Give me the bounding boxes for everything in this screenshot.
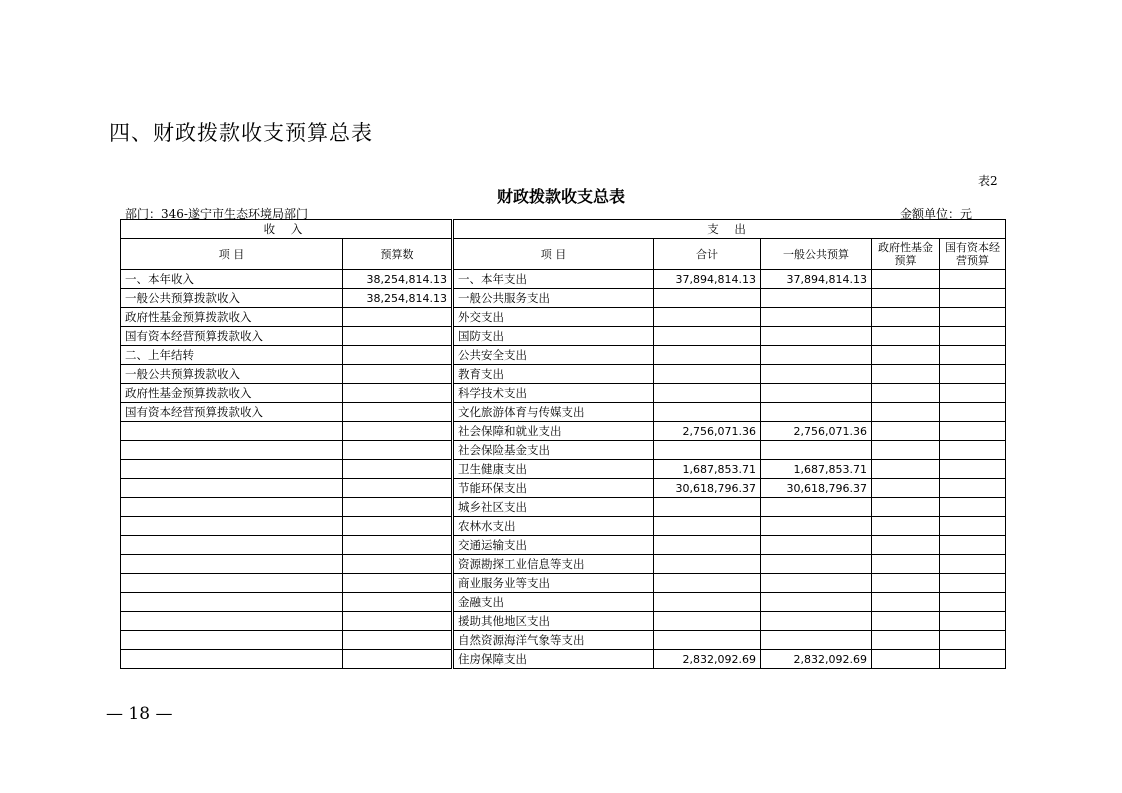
gov-fund-header: 政府性基金预算 (872, 239, 940, 270)
state-capital-cell (940, 460, 1006, 479)
gov-fund-cell (872, 593, 940, 612)
state-capital-cell (940, 536, 1006, 555)
total-cell (654, 384, 761, 403)
table-row (121, 650, 1006, 669)
gov-fund-cell (872, 555, 940, 574)
total-cell (654, 346, 761, 365)
general-budget-cell (761, 327, 872, 346)
gov-fund-cell (872, 536, 940, 555)
state-capital-cell (940, 517, 1006, 536)
table-number: 表2 (978, 174, 998, 188)
income-item-cell: 政府性基金预算拨款收入 (121, 384, 343, 403)
income-item-cell: 政府性基金预算拨款收入 (121, 308, 343, 327)
income-budget-cell (343, 308, 453, 327)
state-capital-cell (940, 308, 1006, 327)
gov-fund-cell (872, 498, 940, 517)
general-budget-cell (761, 403, 872, 422)
table-row (121, 555, 1006, 574)
table-row (121, 536, 1006, 555)
state-capital-cell (940, 384, 1006, 403)
state-capital-cell (940, 270, 1006, 289)
income-item-cell (121, 574, 343, 593)
income-item-cell (121, 536, 343, 555)
expense-item-cell: 资源勘探工业信息等支出 (453, 555, 654, 574)
gov-fund-cell (872, 479, 940, 498)
gov-fund-cell (872, 631, 940, 650)
income-budget-cell: 38,254,814.13 (343, 289, 453, 308)
income-budget-cell (343, 441, 453, 460)
state-capital-cell (940, 555, 1006, 574)
state-capital-cell (940, 403, 1006, 422)
expense-item-cell: 社会保险基金支出 (453, 441, 654, 460)
state-capital-header: 国有资本经营预算 (940, 239, 1006, 270)
general-budget-cell (761, 289, 872, 308)
state-capital-cell (940, 327, 1006, 346)
gov-fund-cell (872, 650, 940, 669)
general-budget-cell: 2,756,071.36 (761, 422, 872, 441)
table-row (121, 441, 1006, 460)
amount-unit-label: 金额单位：元 (900, 207, 973, 221)
gov-fund-cell (872, 441, 940, 460)
income-budget-cell (343, 346, 453, 365)
income-item-cell (121, 631, 343, 650)
department-label: 部门：346-遂宁市生态环境局部门 (125, 207, 308, 221)
income-item-cell: 二、上年结转 (121, 346, 343, 365)
expense-item-header: 项 目 (453, 239, 654, 270)
table-row (121, 289, 1006, 308)
expense-item-cell: 卫生健康支出 (453, 460, 654, 479)
general-budget-cell (761, 498, 872, 517)
expense-item-cell: 一、本年支出 (453, 270, 654, 289)
total-cell: 2,756,071.36 (654, 422, 761, 441)
expense-item-cell: 金融支出 (453, 593, 654, 612)
income-budget-cell (343, 460, 453, 479)
expense-group-header: 支 出 (453, 220, 1006, 239)
table-row (121, 479, 1006, 498)
expense-item-cell: 节能环保支出 (453, 479, 654, 498)
table-row (121, 403, 1006, 422)
table-row (121, 308, 1006, 327)
state-capital-cell (940, 346, 1006, 365)
gov-fund-cell (872, 270, 940, 289)
total-cell (654, 308, 761, 327)
table-row (121, 270, 1006, 289)
gov-fund-cell (872, 612, 940, 631)
income-group-header: 收 入 (121, 220, 453, 239)
income-budget-cell (343, 422, 453, 441)
general-budget-cell: 1,687,853.71 (761, 460, 872, 479)
gov-fund-cell (872, 517, 940, 536)
gov-fund-cell (872, 574, 940, 593)
expense-item-cell: 公共安全支出 (453, 346, 654, 365)
expense-item-cell: 外交支出 (453, 308, 654, 327)
table-row (121, 384, 1006, 403)
total-cell (654, 593, 761, 612)
income-budget-cell (343, 479, 453, 498)
income-budget-cell (343, 384, 453, 403)
income-budget-cell (343, 365, 453, 384)
table-row (121, 517, 1006, 536)
total-cell (654, 365, 761, 384)
income-item-cell (121, 517, 343, 536)
general-budget-cell (761, 441, 872, 460)
income-item-cell: 国有资本经营预算拨款收入 (121, 327, 343, 346)
income-item-cell (121, 460, 343, 479)
expense-item-cell: 国防支出 (453, 327, 654, 346)
gov-fund-cell (872, 289, 940, 308)
total-cell (654, 403, 761, 422)
state-capital-cell (940, 441, 1006, 460)
total-cell: 1,687,853.71 (654, 460, 761, 479)
state-capital-cell (940, 479, 1006, 498)
table-row (121, 498, 1006, 517)
gov-fund-cell (872, 460, 940, 479)
income-item-cell (121, 593, 343, 612)
income-item-cell (121, 612, 343, 631)
income-item-cell: 一、本年收入 (121, 270, 343, 289)
state-capital-cell (940, 574, 1006, 593)
expense-item-cell: 教育支出 (453, 365, 654, 384)
table-row (121, 574, 1006, 593)
gov-fund-cell (872, 422, 940, 441)
expense-item-cell: 交通运输支出 (453, 536, 654, 555)
table-row (121, 365, 1006, 384)
total-cell (654, 631, 761, 650)
total-cell (654, 498, 761, 517)
total-cell (654, 555, 761, 574)
income-budget-cell (343, 498, 453, 517)
total-cell (654, 327, 761, 346)
state-capital-cell (940, 289, 1006, 308)
general-budget-cell (761, 574, 872, 593)
expense-item-cell: 一般公共服务支出 (453, 289, 654, 308)
expense-item-cell: 援助其他地区支出 (453, 612, 654, 631)
income-budget-cell (343, 517, 453, 536)
expense-item-cell: 科学技术支出 (453, 384, 654, 403)
state-capital-cell (940, 593, 1006, 612)
income-item-cell: 国有资本经营预算拨款收入 (121, 403, 343, 422)
state-capital-cell (940, 365, 1006, 384)
page-number: — 18 — (106, 704, 173, 724)
state-capital-cell (940, 498, 1006, 517)
income-budget-cell (343, 536, 453, 555)
expense-item-cell: 城乡社区支出 (453, 498, 654, 517)
budget-table (120, 219, 1006, 669)
expense-item-cell: 住房保障支出 (453, 650, 654, 669)
general-budget-cell (761, 631, 872, 650)
income-budget-cell (343, 403, 453, 422)
gov-fund-cell (872, 346, 940, 365)
income-item-cell (121, 555, 343, 574)
general-budget-cell: 30,618,796.37 (761, 479, 872, 498)
total-header: 合计 (654, 239, 761, 270)
general-budget-cell (761, 536, 872, 555)
gov-fund-cell (872, 403, 940, 422)
table-row (121, 422, 1006, 441)
general-budget-cell (761, 593, 872, 612)
table-row (121, 327, 1006, 346)
section-title: 四、财政拨款收支预算总表 (109, 121, 373, 145)
general-budget-cell (761, 308, 872, 327)
table-row (121, 612, 1006, 631)
table-row (121, 631, 1006, 650)
state-capital-cell (940, 422, 1006, 441)
total-cell: 30,618,796.37 (654, 479, 761, 498)
total-cell (654, 574, 761, 593)
general-budget-cell (761, 612, 872, 631)
table-body (121, 270, 1006, 669)
general-budget-cell (761, 365, 872, 384)
expense-item-cell: 社会保障和就业支出 (453, 422, 654, 441)
income-budget-cell (343, 612, 453, 631)
total-cell (654, 517, 761, 536)
income-budget-cell (343, 555, 453, 574)
general-budget-cell (761, 384, 872, 403)
gov-fund-cell (872, 384, 940, 403)
expense-item-cell: 文化旅游体育与传媒支出 (453, 403, 654, 422)
income-item-cell (121, 479, 343, 498)
income-item-cell (121, 650, 343, 669)
total-cell (654, 441, 761, 460)
total-cell (654, 536, 761, 555)
expense-item-cell: 自然资源海洋气象等支出 (453, 631, 654, 650)
income-budget-cell (343, 631, 453, 650)
income-budget-header: 预算数 (343, 239, 453, 270)
income-item-cell (121, 498, 343, 517)
income-budget-cell (343, 327, 453, 346)
general-budget-cell (761, 555, 872, 574)
income-budget-cell: 38,254,814.13 (343, 270, 453, 289)
table-row (121, 460, 1006, 479)
income-budget-cell (343, 574, 453, 593)
income-item-cell: 一般公共预算拨款收入 (121, 289, 343, 308)
state-capital-cell (940, 650, 1006, 669)
gov-fund-cell (872, 308, 940, 327)
general-budget-cell (761, 346, 872, 365)
general-budget-header: 一般公共预算 (761, 239, 872, 270)
expense-item-cell: 农林水支出 (453, 517, 654, 536)
expense-item-cell: 商业服务业等支出 (453, 574, 654, 593)
income-budget-cell (343, 650, 453, 669)
income-item-header: 项 目 (121, 239, 343, 270)
general-budget-cell: 2,832,092.69 (761, 650, 872, 669)
gov-fund-cell (872, 327, 940, 346)
gov-fund-cell (872, 365, 940, 384)
state-capital-cell (940, 612, 1006, 631)
table-title: 财政拨款收支总表 (496, 187, 625, 206)
total-cell (654, 612, 761, 631)
income-item-cell (121, 441, 343, 460)
total-cell: 2,832,092.69 (654, 650, 761, 669)
table-row (121, 593, 1006, 612)
income-item-cell (121, 422, 343, 441)
income-budget-cell (343, 593, 453, 612)
total-cell: 37,894,814.13 (654, 270, 761, 289)
state-capital-cell (940, 631, 1006, 650)
general-budget-cell: 37,894,814.13 (761, 270, 872, 289)
table-row (121, 346, 1006, 365)
general-budget-cell (761, 517, 872, 536)
total-cell (654, 289, 761, 308)
income-item-cell: 一般公共预算拨款收入 (121, 365, 343, 384)
